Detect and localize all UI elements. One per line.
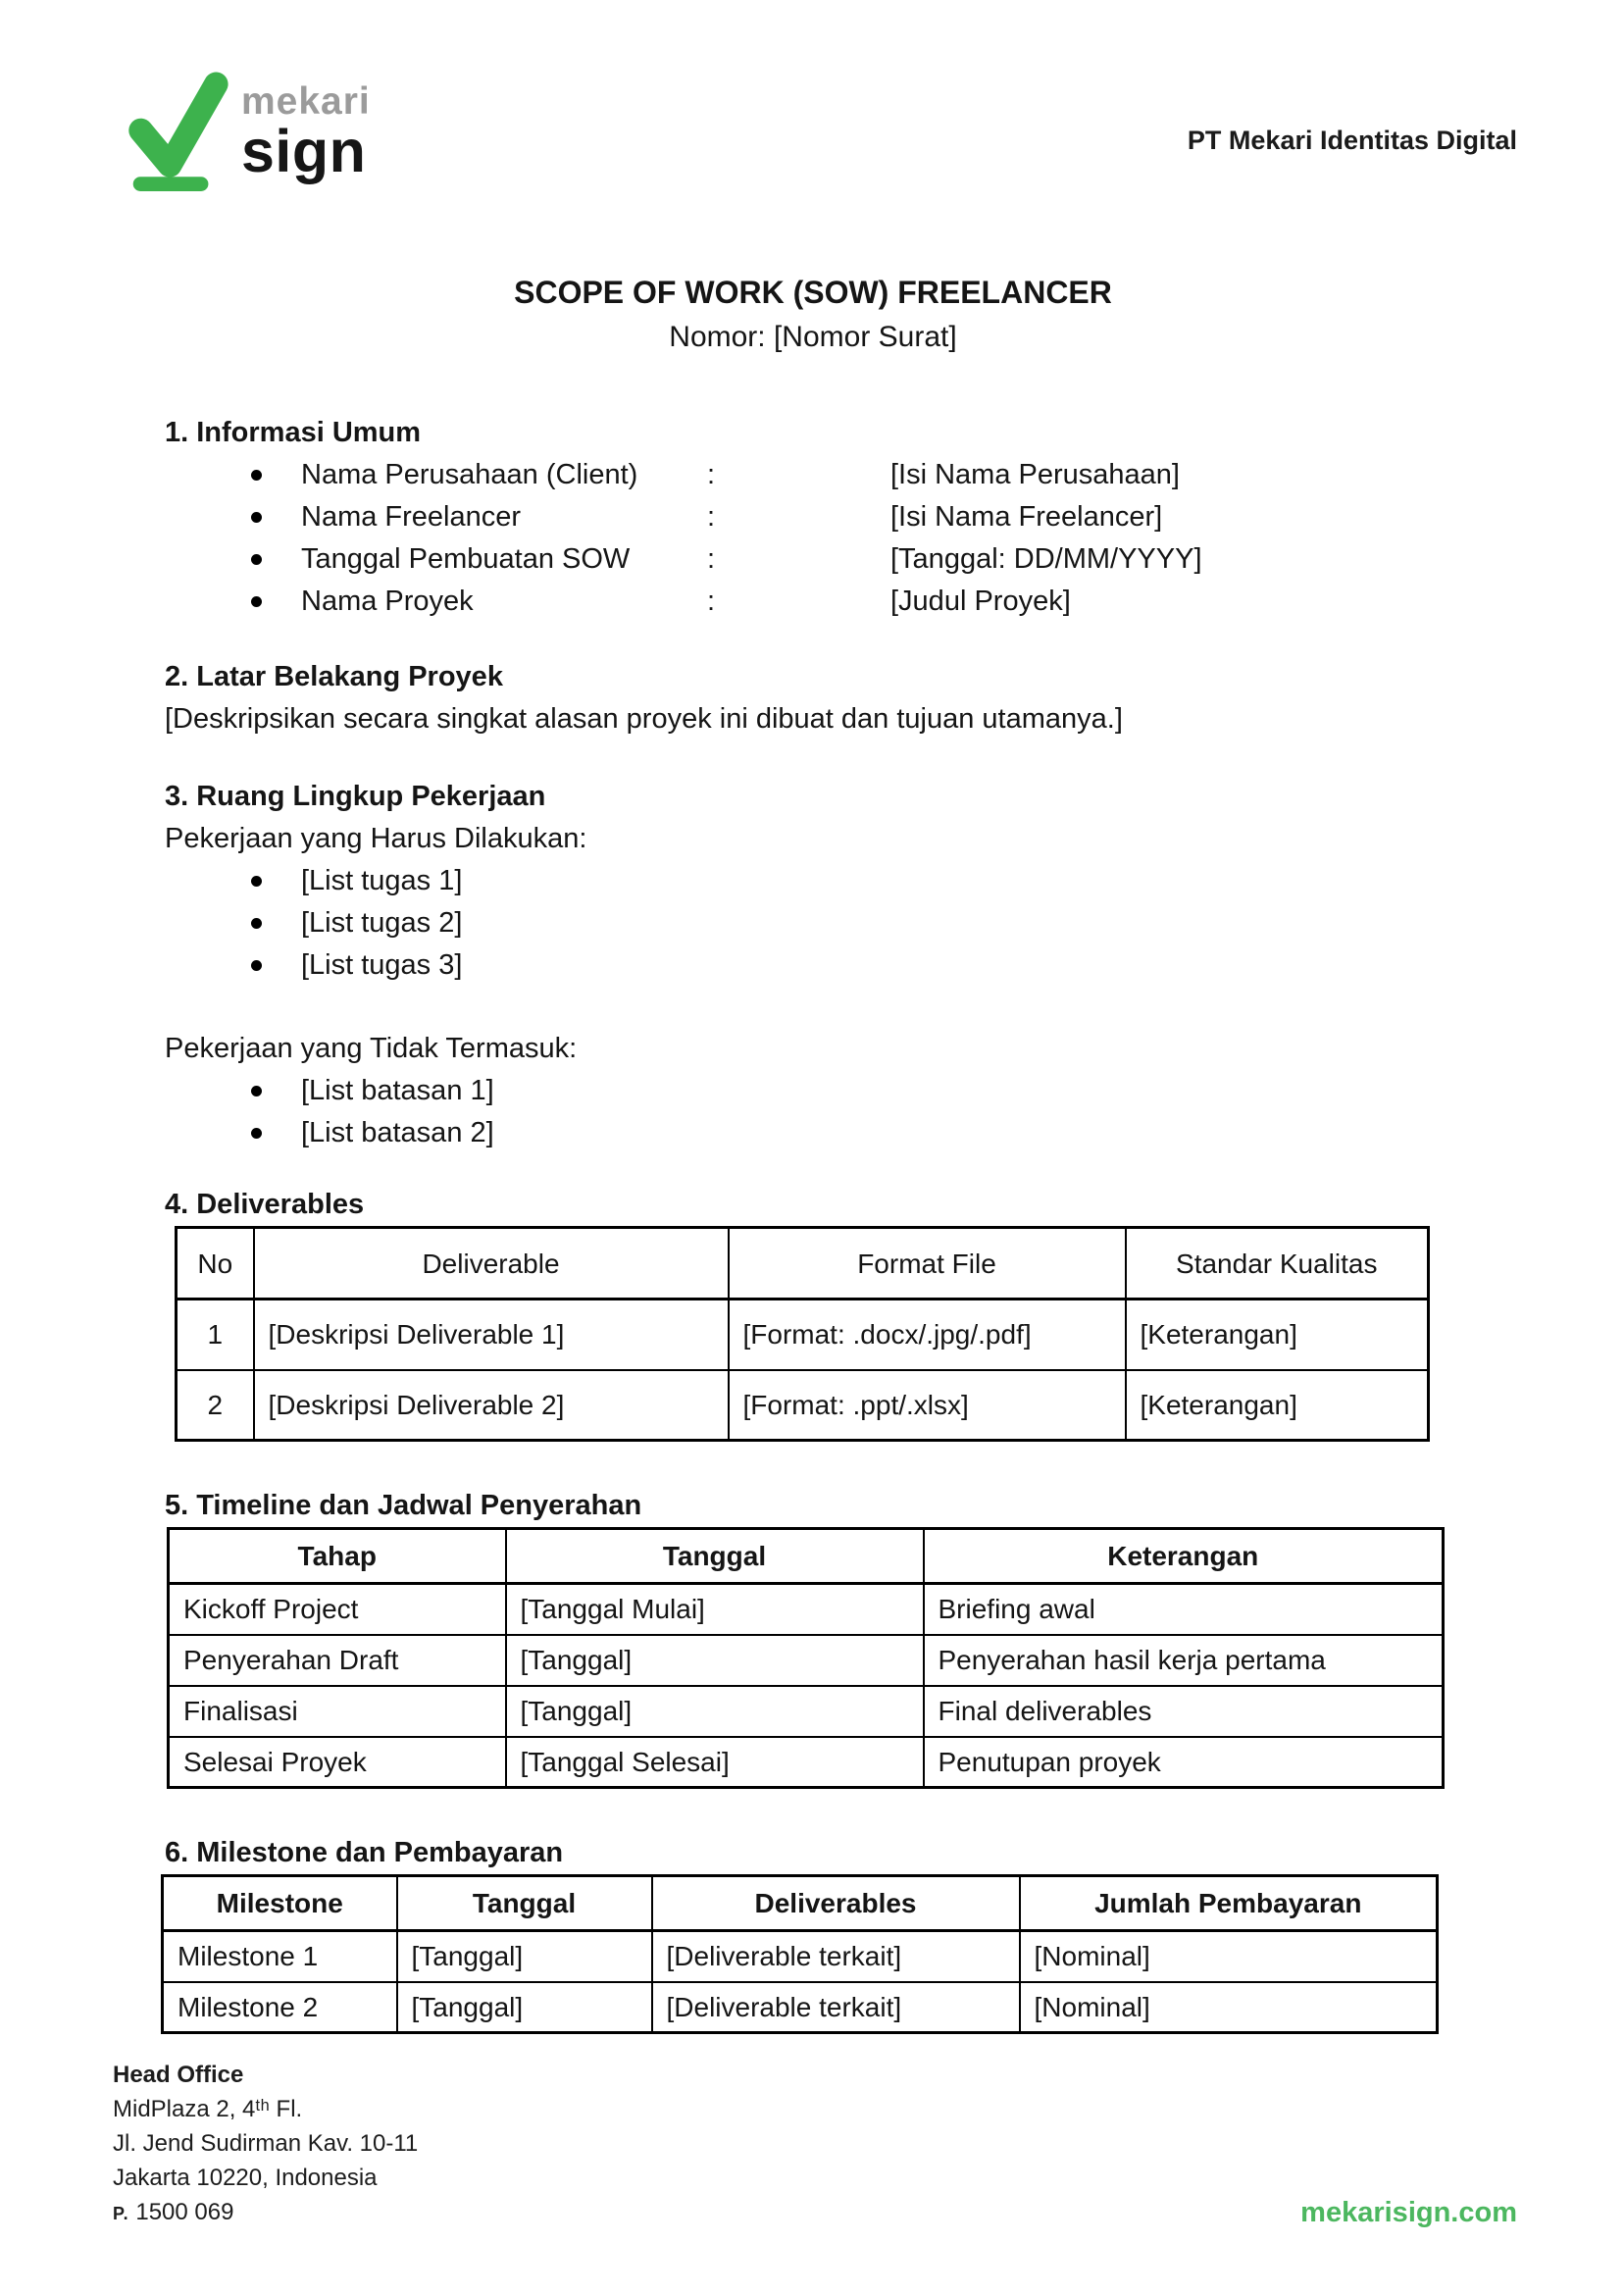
phone-label: P.: [113, 2204, 129, 2223]
column-header: Deliverable: [254, 1228, 729, 1300]
doc-title: SCOPE OF WORK (SOW) FREELANCER: [514, 275, 1112, 310]
table-cell: [Format: .ppt/.xlsx]: [729, 1370, 1126, 1441]
heading-timeline: 5. Timeline dan Jadwal Penyerahan: [165, 1490, 642, 1521]
bullet-icon: [251, 1128, 262, 1139]
column-header: Deliverables: [652, 1876, 1020, 1931]
table-cell: Final deliverables: [924, 1686, 1444, 1737]
column-header: Jumlah Pembayaran: [1020, 1876, 1438, 1931]
page-header: [118, 69, 1517, 192]
column-header: Tanggal: [506, 1529, 924, 1584]
address-line: Jakarta 10220, Indonesia: [113, 2165, 378, 2191]
website-link[interactable]: mekarisign.com: [1300, 2197, 1517, 2228]
info-value: [Judul Proyek]: [890, 586, 1071, 617]
info-item: [165, 581, 1469, 623]
info-item: [165, 454, 1469, 496]
table-cell: 1: [177, 1300, 254, 1370]
info-value: [Isi Nama Freelancer]: [890, 501, 1163, 533]
table-cell: Kickoff Project: [169, 1584, 506, 1635]
table-cell: Penyerahan Draft: [169, 1635, 506, 1686]
table-header-row: [177, 1228, 1429, 1300]
bullet-icon: [251, 596, 262, 607]
info-label: Nama Freelancer: [301, 501, 522, 533]
info-item: [165, 496, 1469, 538]
bullet-icon: [251, 512, 262, 523]
task-text: [List tugas 2]: [301, 907, 463, 939]
bullet-icon: [251, 470, 262, 481]
address-line: MidPlaza 2, 4ᵗʰ Fl.: [113, 2096, 303, 2122]
info-label: Nama Perusahaan (Client): [301, 459, 638, 490]
heading-informasi-umum: 1. Informasi Umum: [165, 417, 422, 448]
column-header: Tanggal: [397, 1876, 652, 1931]
list-item: [165, 1070, 1469, 1112]
bullet-icon: [251, 918, 262, 929]
milestone-table: [161, 1874, 1439, 2034]
column-header: Format File: [729, 1228, 1126, 1300]
limitation-text: [List batasan 1]: [301, 1075, 494, 1106]
column-header: Standar Kualitas: [1126, 1228, 1429, 1300]
table-cell: [Nominal]: [1020, 1982, 1438, 2033]
checkmark-icon: [118, 69, 233, 192]
heading-deliverables: 4. Deliverables: [165, 1189, 365, 1220]
table-row: [169, 1686, 1444, 1737]
latar-belakang-text: [Deskripsikan secara singkat alasan proyek ini dibuat dan tujuan utamanya.]: [165, 703, 1123, 735]
list-item: [165, 902, 1469, 944]
table-cell: Selesai Proyek: [169, 1737, 506, 1788]
logo-word-sign: sign: [241, 118, 367, 184]
heading-milestone: 6. Milestone dan Pembayaran: [165, 1837, 564, 1868]
table-row: [169, 1737, 1444, 1788]
table-cell: Finalisasi: [169, 1686, 506, 1737]
table-cell: Milestone 2: [163, 1982, 397, 2033]
heading-latar-belakang: 2. Latar Belakang Proyek: [165, 661, 503, 692]
list-item: [165, 944, 1469, 987]
task-list: [165, 860, 1469, 987]
info-colon: :: [707, 586, 716, 617]
table-cell: [Tanggal Selesai]: [506, 1737, 924, 1788]
bullet-icon: [251, 876, 262, 887]
company-name: PT Mekari Identitas Digital: [1187, 126, 1517, 155]
table-cell: [Tanggal]: [397, 1931, 652, 1982]
table-cell: [Deliverable terkait]: [652, 1931, 1020, 1982]
table-cell: Penyerahan hasil kerja pertama: [924, 1635, 1444, 1686]
task-text: [List tugas 1]: [301, 865, 463, 896]
table-cell: [Deliverable terkait]: [652, 1982, 1020, 2033]
list-item: [165, 1112, 1469, 1154]
logo-word-mekari: mekari: [241, 80, 371, 123]
table-cell: Milestone 1: [163, 1931, 397, 1982]
table-cell: [Tanggal]: [506, 1686, 924, 1737]
table-cell: [Deskripsi Deliverable 1]: [254, 1300, 729, 1370]
excluded-work-label: Pekerjaan yang Tidak Termasuk:: [165, 1033, 578, 1064]
bullet-icon: [251, 960, 262, 971]
column-header: Milestone: [163, 1876, 397, 1931]
table-cell: [Tanggal]: [397, 1982, 652, 2033]
task-text: [List tugas 3]: [301, 949, 463, 981]
column-header: Tahap: [169, 1529, 506, 1584]
info-label: Tanggal Pembuatan SOW: [301, 543, 631, 575]
table-cell: [Format: .docx/.jpg/.pdf]: [729, 1300, 1126, 1370]
timeline-table: [167, 1527, 1445, 1789]
bullet-icon: [251, 554, 262, 565]
table-cell: [Deskripsi Deliverable 2]: [254, 1370, 729, 1441]
table-cell: Penutupan proyek: [924, 1737, 1444, 1788]
table-row: [163, 1931, 1438, 1982]
list-item: [165, 860, 1469, 902]
table-row: [177, 1300, 1429, 1370]
office-title: Head Office: [113, 2062, 244, 2088]
document-body: [165, 392, 1469, 2034]
table-header-row: [163, 1876, 1438, 1931]
phone-number: 1500 069: [135, 2199, 234, 2225]
info-colon: :: [707, 501, 716, 533]
mekari-sign-logo: [118, 69, 371, 192]
doc-number: Nomor: [Nomor Surat]: [669, 321, 957, 353]
info-list: [165, 454, 1469, 623]
page-footer: [113, 2058, 418, 2231]
info-value: [Isi Nama Perusahaan]: [890, 459, 1180, 490]
table-row: [169, 1635, 1444, 1686]
info-colon: :: [707, 459, 716, 490]
limitation-text: [List batasan 2]: [301, 1117, 494, 1148]
heading-ruang-lingkup: 3. Ruang Lingkup Pekerjaan: [165, 781, 546, 812]
phone-line: [113, 2195, 418, 2231]
column-header: No: [177, 1228, 254, 1300]
address-line: Jl. Jend Sudirman Kav. 10-11: [113, 2130, 419, 2157]
table-cell: 2: [177, 1370, 254, 1441]
included-work-label: Pekerjaan yang Harus Dilakukan:: [165, 823, 587, 854]
table-cell: [Keterangan]: [1126, 1300, 1429, 1370]
table-row: [169, 1584, 1444, 1635]
title-block: [165, 273, 1461, 357]
table-row: [163, 1982, 1438, 2033]
bullet-icon: [251, 1086, 262, 1096]
limitation-list: [165, 1070, 1469, 1154]
info-label: Nama Proyek: [301, 586, 474, 617]
logo-wordmark: [241, 69, 371, 184]
info-item: [165, 538, 1469, 581]
deliverables-table: [175, 1226, 1430, 1442]
column-header: Keterangan: [924, 1529, 1444, 1584]
table-cell: [Keterangan]: [1126, 1370, 1429, 1441]
table-cell: Briefing awal: [924, 1584, 1444, 1635]
table-cell: [Tanggal Mulai]: [506, 1584, 924, 1635]
table-header-row: [169, 1529, 1444, 1584]
table-cell: [Tanggal]: [506, 1635, 924, 1686]
info-colon: :: [707, 543, 716, 575]
table-row: [177, 1370, 1429, 1441]
info-value: [Tanggal: DD/MM/YYYY]: [890, 543, 1202, 575]
table-cell: [Nominal]: [1020, 1931, 1438, 1982]
